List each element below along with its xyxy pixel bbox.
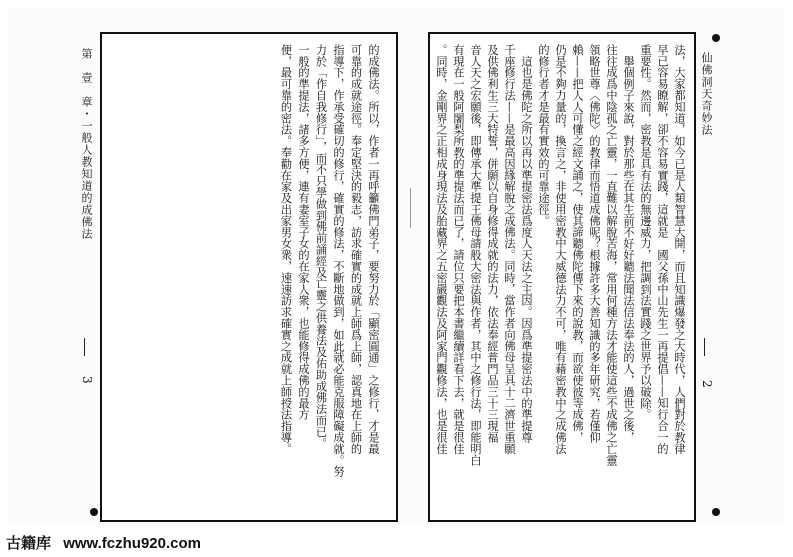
left-page-number: 3 (80, 376, 94, 384)
text-column: 重要性。然而，密教是具有法的無邊威力，把調到法實踐之世界予以破除。 (639, 44, 652, 421)
right-bottom-binding-dot (712, 508, 720, 516)
text-column: 往往成爲中陰孤之亡靈，一直難以解脫苦海，常用何種方法才能使這些不成佛之亡靈 (605, 44, 618, 466)
text-column: 賴——把人人可懂之經文誦之，使其諦聽佛陀傳下來的說教，而欲使彼等成佛， (571, 44, 584, 443)
text-column: 一般的準提法，諸多方便，連有妻室子女的在家人衆，也能修得成佛的最方 (297, 44, 310, 421)
text-column: 有現在一般阿闍梨所教的準提法而已了，請位只要把本書繼續詳看下去，就是很佳 (452, 44, 465, 455)
text-column: 早已容易瞭解，卻不容易實踐，這就是 國父孫中山先生一再提倡——知行合一的 (656, 44, 669, 455)
text-column: 領略世尊〈佛陀〉的教律而悟道成佛呢？根據許多大善知識的多年研究，若僅仰 (588, 44, 601, 443)
text-column: 法，大家都知道，如今已是人類智慧大開，而且知識爆發之大時代，人們對於教律 (673, 44, 686, 455)
text-column: 及供佛利生三大特誓，併願以自身修得成就的法力，依法奉經普門品三十三現福 (486, 44, 499, 443)
text-column: 千座修行法——是最高因緣解脫之成佛法。同時，當作者向佛母呈具十二濟世重願 (503, 44, 516, 455)
right-running-head: 仙佛洞天奇妙法 (700, 52, 713, 136)
watermark-footer (6, 532, 201, 553)
text-column: 的修行者才是最有實效的可靠途徑。 (537, 44, 550, 227)
text-column: 這也是佛陀之所以再以準提密法爲度人天法之主因。因爲準提密法中的準提尊 (520, 44, 533, 443)
right-top-binding-dot (712, 34, 720, 42)
text-column: 仍是不夠力量的，換言之，非使用密教中大威德法力不可，唯有藉密教中之成佛法 (554, 44, 567, 455)
text-column: 的成佛法。所以，作者一再呼籲佛門弟子，要努力於「顯密圓通」之修行，才是最 (367, 44, 380, 455)
right-gutter-mark (704, 338, 705, 356)
left-bottom-binding-dot (90, 508, 98, 516)
text-column: 。同時，金剛界之正相成身現法及胎藏界之五密嚴觀法及阿家門觀修法，也是很佳 (435, 44, 448, 455)
center-gutter-shadow (410, 188, 411, 228)
text-column: 音人天之宏願後，即傳承大準提王佛母請般大密法與作者，其中之修行法，即能明白 (469, 44, 482, 466)
right-page-number: 2 (700, 380, 714, 388)
text-column: 便，最可靠的密法。奉勸在家及出家男女衆，速速訪求確實之成就上師授法指導。 (279, 44, 293, 455)
site-name: 古籍库 (6, 535, 52, 552)
text-column: 舉個例子來說，對於那些在其生前不好好聽法聞法信法奉法的人，過世之後， (622, 44, 635, 443)
site-url: www.fczhu920.com (63, 535, 201, 552)
text-column: 指導下，作承受確切的修行，確實的修法，不斷地做到，如此就必能克服障礙成就。努 (332, 44, 345, 478)
book-spread (8, 8, 785, 524)
right-page (428, 32, 696, 522)
left-running-head: 第 壹 章・一般人教知道的成佛法 (80, 48, 93, 240)
text-column: 力於「作自我修行」，而不只學做到佛前誦經及亡靈之供養法及佑助成佛法而已。 (314, 44, 328, 449)
left-page (100, 32, 398, 522)
left-gutter-mark (84, 338, 85, 356)
text-column: 可靠的成就途徑。奉定堅決的毅志，訪求確實的成就上師爲上師，認真地在上師的 (349, 44, 363, 455)
